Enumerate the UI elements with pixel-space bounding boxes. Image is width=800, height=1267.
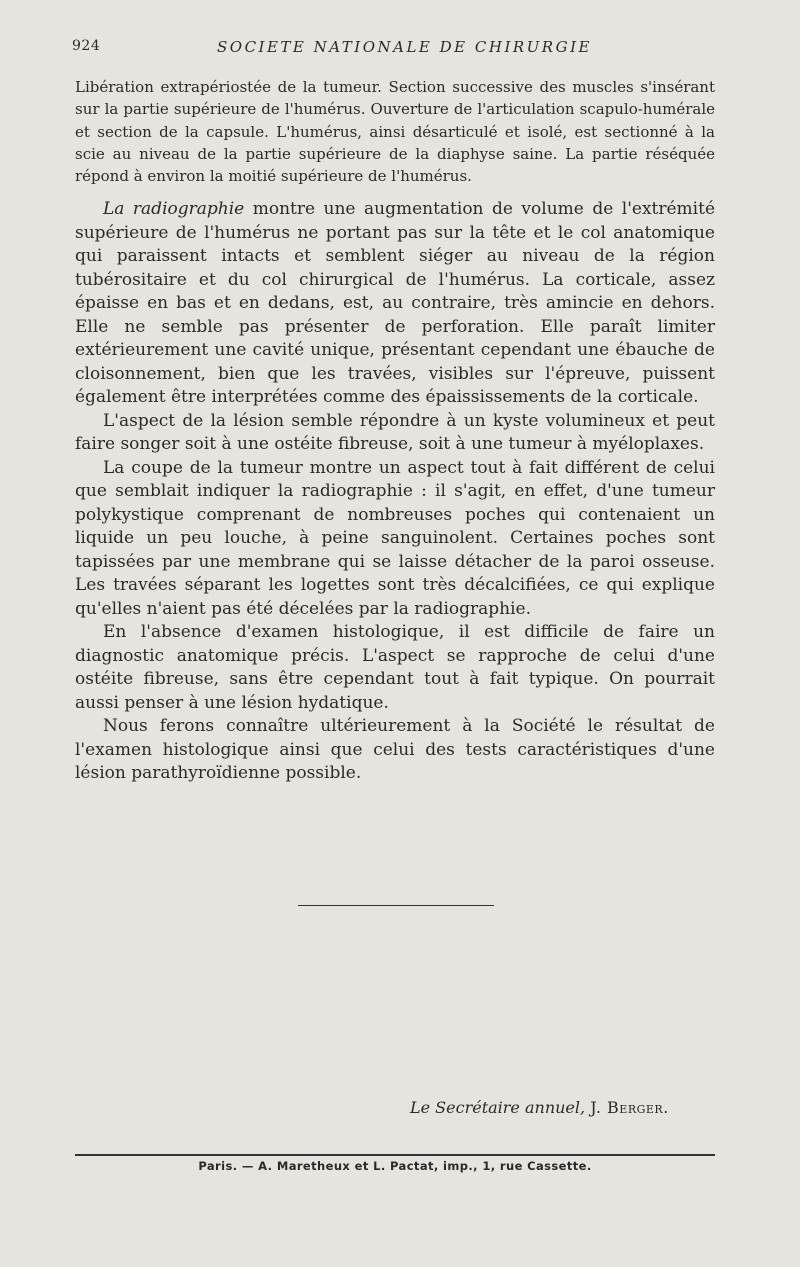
signature-role: Le Secrétaire annuel, (410, 1098, 586, 1117)
page-number: 924 (72, 38, 101, 54)
paragraph-conclusion: Nous ferons connaître ultérieurement à la Société le résultat de l'examen histologique ainsi que celui des tests caractéristiques d'une lésion parathyroïdienne possible. (75, 716, 715, 783)
printer-imprint: Paris. — A. Maretheux et L. Pactat, imp., 1, rue Cassette. (198, 1159, 592, 1173)
section-divider (298, 905, 494, 906)
intro-paragraph: Libération extrapériostée de la tumeur. Section successive des muscles s'insérant sur la partie supérieure de l'humérus. Ouverture de l'articulation scapulo-humérale et section de la capsule. L'humérus, ainsi désarticulé et isolé, est sectionné à la scie au niveau de la partie supérieure de la diaphyse saine. La partie réséquée répond à environ la moitié supérieure de l'humérus. (75, 78, 715, 186)
footer-rule (75, 1154, 715, 1156)
intro-paragraph-block (75, 76, 715, 187)
running-title: SOCIETE NATIONALE DE CHIRURGIE (217, 38, 592, 56)
paragraph-aspect-lesion: L'aspect de la lésion semble répondre à un kyste volumineux et peut faire songer soit à une ostéite fibreuse, soit à une tumeur à myéloplaxes. (75, 410, 715, 454)
italic-term-radiographie: La radiographie (103, 199, 245, 219)
paragraph-coupe-tumeur: La coupe de la tumeur montre un aspect tout à fait différent de celui que semblait indiquer la radiographie : il s'agit, en effet, d'une tumeur polykystique comprenant de nombreuses poches qui contenaient un liquide un peu louche, à peine sanguinolent. Certaines poches sont tapissées par une membrane qui se laisse détacher de la paroi osseuse. Les travées séparant les logettes sont très décalcifiées, ce qui explique qu'elles n'aient pas été décelées par la radiographie. (75, 457, 715, 619)
page-header (72, 38, 722, 60)
body-text (75, 198, 715, 786)
paragraph-radiographie (75, 198, 715, 410)
signature-name: J. Berger. (590, 1098, 669, 1117)
paragraph-examen-histologique: En l'absence d'examen histologique, il est difficile de faire un diagnostic anatomique précis. L'aspect se rapproche de celui d'une ostéite fibreuse, sans être cependant tout à fait typique. On pourrait aussi penser à une lésion hydatique. (75, 622, 715, 713)
paragraph-radiographie-text: montre une augmentation de volume de l'extrémité supérieure de l'humérus ne portant pas sur la tête et le col anatomique qui paraissent intacts et semblent siéger au niveau de la région tubérositaire et du col chirurgical de l'humérus. La corticale, assez épaisse en bas et en dedans, est, au contraire, très amincie en dehors. Elle ne semble pas présenter de perforation. Elle paraît limiter extérieurement une cavité unique, présentant cependant une ébauche de cloisonnement, bien que les travées, visibles sur l'épreuve, puissent également être interprétées comme des épaississements de la corticale. (75, 199, 715, 407)
signature (410, 1098, 710, 1117)
